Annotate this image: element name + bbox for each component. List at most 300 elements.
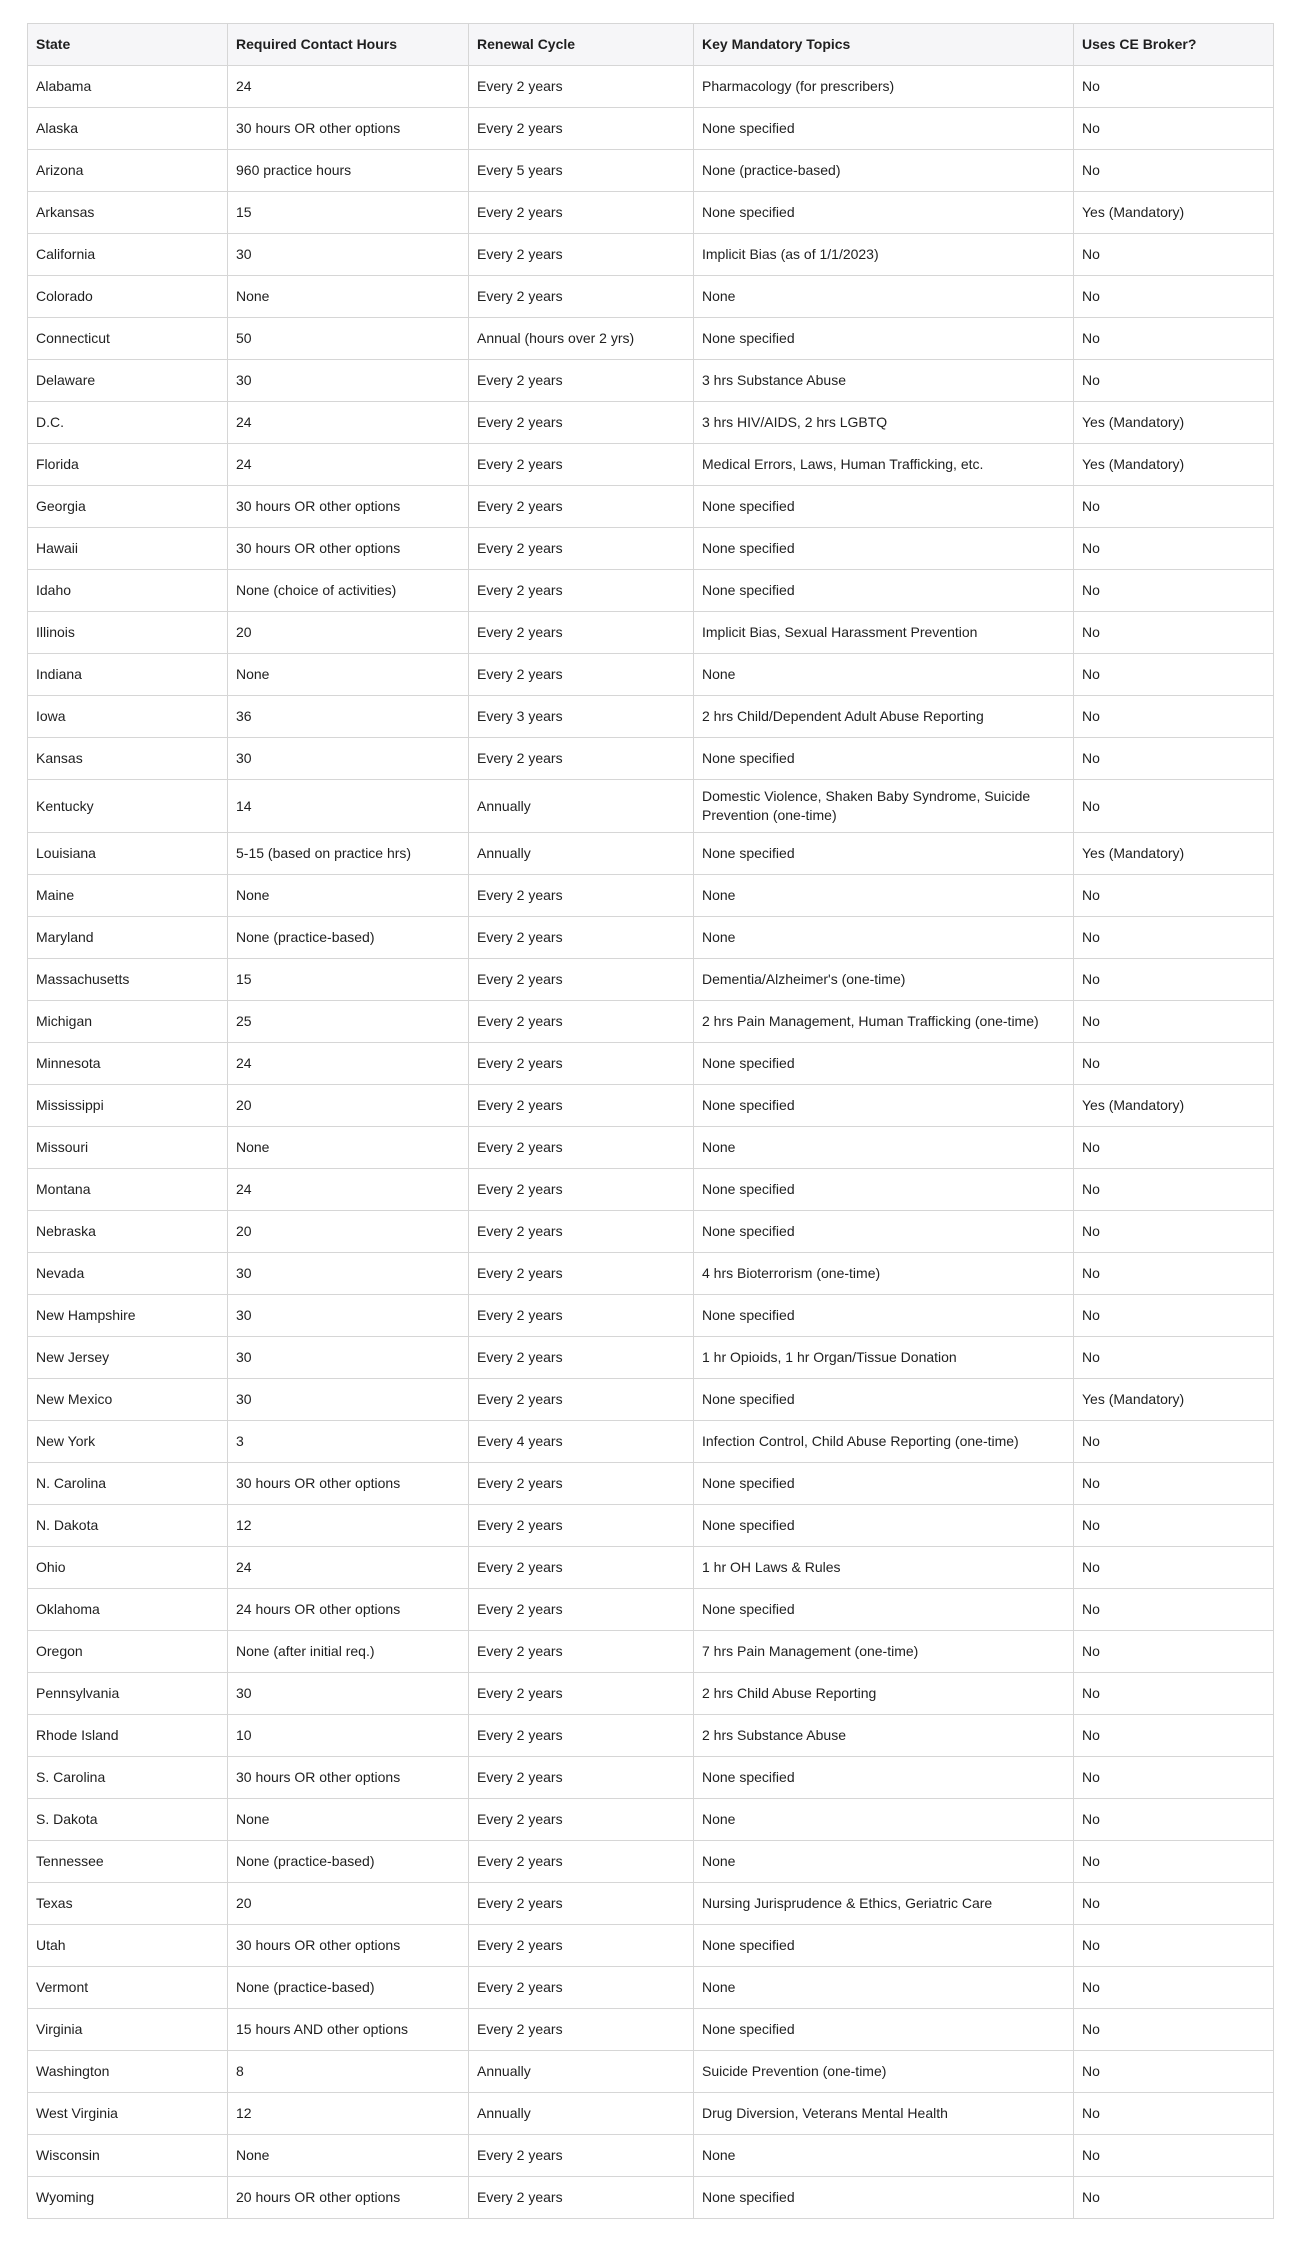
requirements-table-container xyxy=(27,23,1273,2219)
state-cell: Wyoming xyxy=(28,2177,228,2219)
hours-cell: 50 xyxy=(228,318,469,360)
state-cell: Kansas xyxy=(28,738,228,780)
cycle-cell: Every 2 years xyxy=(469,528,694,570)
cycle-cell: Every 2 years xyxy=(469,486,694,528)
cycle-cell: Every 2 years xyxy=(469,1631,694,1673)
hours-cell: None xyxy=(228,875,469,917)
topics-cell: None specified xyxy=(694,486,1074,528)
hours-cell: 20 xyxy=(228,1211,469,1253)
table-row xyxy=(28,1253,1274,1295)
ce-broker-cell: No xyxy=(1074,1211,1274,1253)
hours-cell: 24 xyxy=(228,66,469,108)
cycle-cell: Every 2 years xyxy=(469,1967,694,2009)
hours-cell: 30 xyxy=(228,738,469,780)
ce-broker-cell: No xyxy=(1074,2051,1274,2093)
table-row xyxy=(28,654,1274,696)
hours-cell: 30 hours OR other options xyxy=(228,528,469,570)
ce-broker-cell: No xyxy=(1074,1043,1274,1085)
table-row xyxy=(28,1799,1274,1841)
ce-broker-cell: No xyxy=(1074,738,1274,780)
state-cell: Iowa xyxy=(28,696,228,738)
topics-cell: None specified xyxy=(694,192,1074,234)
ce-broker-cell: No xyxy=(1074,1673,1274,1715)
ce-broker-cell: No xyxy=(1074,1631,1274,1673)
ce-broker-cell: Yes (Mandatory) xyxy=(1074,1085,1274,1127)
table-row xyxy=(28,1421,1274,1463)
hours-cell: 24 xyxy=(228,1043,469,1085)
state-cell: California xyxy=(28,234,228,276)
table-row xyxy=(28,2051,1274,2093)
table-row xyxy=(28,2135,1274,2177)
topics-cell: None xyxy=(694,1127,1074,1169)
state-cell: New Hampshire xyxy=(28,1295,228,1337)
topics-cell: None (practice-based) xyxy=(694,150,1074,192)
cycle-cell: Every 4 years xyxy=(469,1421,694,1463)
hours-cell: 24 xyxy=(228,402,469,444)
hours-cell: 20 xyxy=(228,1085,469,1127)
topics-cell: None xyxy=(694,1967,1074,2009)
cycle-cell: Every 2 years xyxy=(469,402,694,444)
cycle-cell: Every 2 years xyxy=(469,1757,694,1799)
topics-cell: None specified xyxy=(694,1589,1074,1631)
topics-cell: None xyxy=(694,654,1074,696)
state-cell: Mississippi xyxy=(28,1085,228,1127)
ce-broker-cell: No xyxy=(1074,959,1274,1001)
hours-cell: 10 xyxy=(228,1715,469,1757)
column-header-cycle: Renewal Cycle xyxy=(469,24,694,66)
table-row xyxy=(28,1001,1274,1043)
topics-cell: 2 hrs Child Abuse Reporting xyxy=(694,1673,1074,1715)
topics-cell: 3 hrs Substance Abuse xyxy=(694,360,1074,402)
topics-cell: None specified xyxy=(694,1505,1074,1547)
cycle-cell: Every 2 years xyxy=(469,570,694,612)
state-cell: Virginia xyxy=(28,2009,228,2051)
hours-cell: 25 xyxy=(228,1001,469,1043)
ce-broker-cell: No xyxy=(1074,1841,1274,1883)
ce-broker-cell: No xyxy=(1074,1001,1274,1043)
state-cell: Indiana xyxy=(28,654,228,696)
topics-cell: Infection Control, Child Abuse Reporting (one-time) xyxy=(694,1421,1074,1463)
cycle-cell: Every 2 years xyxy=(469,2009,694,2051)
table-row xyxy=(28,1757,1274,1799)
topics-cell: None specified xyxy=(694,528,1074,570)
cycle-cell: Annually xyxy=(469,833,694,875)
column-header-topics: Key Mandatory Topics xyxy=(694,24,1074,66)
table-row xyxy=(28,833,1274,875)
topics-cell: Nursing Jurisprudence & Ethics, Geriatric Care xyxy=(694,1883,1074,1925)
ce-broker-cell: No xyxy=(1074,1463,1274,1505)
hours-cell: None (practice-based) xyxy=(228,1841,469,1883)
ce-broker-cell: No xyxy=(1074,150,1274,192)
ce-broker-cell: No xyxy=(1074,1337,1274,1379)
ce-broker-cell: No xyxy=(1074,318,1274,360)
topics-cell: None xyxy=(694,917,1074,959)
topics-cell: 1 hr OH Laws & Rules xyxy=(694,1547,1074,1589)
ce-broker-cell: No xyxy=(1074,1589,1274,1631)
topics-cell: None specified xyxy=(694,1379,1074,1421)
table-row xyxy=(28,444,1274,486)
ce-broker-cell: No xyxy=(1074,1421,1274,1463)
hours-cell: 960 practice hours xyxy=(228,150,469,192)
topics-cell: None specified xyxy=(694,833,1074,875)
table-row xyxy=(28,1043,1274,1085)
state-cell: Arkansas xyxy=(28,192,228,234)
topics-cell: None xyxy=(694,1799,1074,1841)
ce-broker-cell: No xyxy=(1074,2135,1274,2177)
hours-cell: 8 xyxy=(228,2051,469,2093)
table-row xyxy=(28,1631,1274,1673)
state-cell: Alabama xyxy=(28,66,228,108)
cycle-cell: Every 2 years xyxy=(469,1799,694,1841)
hours-cell: 3 xyxy=(228,1421,469,1463)
cycle-cell: Every 5 years xyxy=(469,150,694,192)
ce-broker-cell: Yes (Mandatory) xyxy=(1074,444,1274,486)
hours-cell: None (practice-based) xyxy=(228,917,469,959)
state-cell: Wisconsin xyxy=(28,2135,228,2177)
hours-cell: None xyxy=(228,276,469,318)
table-row xyxy=(28,150,1274,192)
cycle-cell: Every 2 years xyxy=(469,1085,694,1127)
ce-broker-cell: No xyxy=(1074,1967,1274,2009)
topics-cell: 4 hrs Bioterrorism (one-time) xyxy=(694,1253,1074,1295)
state-cell: Oklahoma xyxy=(28,1589,228,1631)
topics-cell: None specified xyxy=(694,570,1074,612)
hours-cell: 30 hours OR other options xyxy=(228,486,469,528)
cycle-cell: Every 2 years xyxy=(469,1925,694,1967)
topics-cell: Implicit Bias (as of 1/1/2023) xyxy=(694,234,1074,276)
table-row xyxy=(28,2177,1274,2219)
hours-cell: 15 xyxy=(228,959,469,1001)
table-row xyxy=(28,1547,1274,1589)
hours-cell: 30 xyxy=(228,360,469,402)
ce-broker-cell: No xyxy=(1074,875,1274,917)
cycle-cell: Every 2 years xyxy=(469,1715,694,1757)
cycle-cell: Every 2 years xyxy=(469,1001,694,1043)
state-cell: New Jersey xyxy=(28,1337,228,1379)
state-cell: Arizona xyxy=(28,150,228,192)
state-cell: N. Dakota xyxy=(28,1505,228,1547)
hours-cell: 30 xyxy=(228,234,469,276)
table-row xyxy=(28,234,1274,276)
table-row xyxy=(28,1589,1274,1631)
hours-cell: 24 xyxy=(228,1169,469,1211)
table-row xyxy=(28,780,1274,833)
cycle-cell: Annually xyxy=(469,2051,694,2093)
topics-cell: Dementia/Alzheimer's (one-time) xyxy=(694,959,1074,1001)
state-cell: Maryland xyxy=(28,917,228,959)
table-row xyxy=(28,1337,1274,1379)
topics-cell: None specified xyxy=(694,1085,1074,1127)
hours-cell: 5-15 (based on practice hrs) xyxy=(228,833,469,875)
cycle-cell: Every 2 years xyxy=(469,1127,694,1169)
hours-cell: 12 xyxy=(228,1505,469,1547)
state-cell: Oregon xyxy=(28,1631,228,1673)
state-cell: Minnesota xyxy=(28,1043,228,1085)
table-row xyxy=(28,66,1274,108)
state-cell: Tennessee xyxy=(28,1841,228,1883)
cycle-cell: Every 2 years xyxy=(469,1169,694,1211)
hours-cell: None xyxy=(228,654,469,696)
ce-broker-cell: No xyxy=(1074,360,1274,402)
cycle-cell: Every 2 years xyxy=(469,654,694,696)
cycle-cell: Every 2 years xyxy=(469,192,694,234)
cycle-cell: Every 2 years xyxy=(469,2135,694,2177)
hours-cell: 30 xyxy=(228,1673,469,1715)
ce-broker-cell: No xyxy=(1074,276,1274,318)
table-row xyxy=(28,360,1274,402)
state-cell: Delaware xyxy=(28,360,228,402)
hours-cell: None (practice-based) xyxy=(228,1967,469,2009)
cycle-cell: Every 2 years xyxy=(469,1673,694,1715)
hours-cell: 24 xyxy=(228,1547,469,1589)
topics-cell: None specified xyxy=(694,1169,1074,1211)
hours-cell: None xyxy=(228,1127,469,1169)
topics-cell: None specified xyxy=(694,1757,1074,1799)
table-row xyxy=(28,570,1274,612)
state-cell: S. Dakota xyxy=(28,1799,228,1841)
hours-cell: 30 hours OR other options xyxy=(228,1463,469,1505)
state-cell: Montana xyxy=(28,1169,228,1211)
topics-cell: None specified xyxy=(694,1463,1074,1505)
cycle-cell: Every 2 years xyxy=(469,959,694,1001)
table-row xyxy=(28,1841,1274,1883)
hours-cell: 12 xyxy=(228,2093,469,2135)
table-row xyxy=(28,1673,1274,1715)
state-cell: Pennsylvania xyxy=(28,1673,228,1715)
table-row xyxy=(28,875,1274,917)
ce-broker-cell: No xyxy=(1074,1799,1274,1841)
table-row xyxy=(28,1505,1274,1547)
hours-cell: None (choice of activities) xyxy=(228,570,469,612)
column-header-hours: Required Contact Hours xyxy=(228,24,469,66)
topics-cell: None xyxy=(694,1841,1074,1883)
hours-cell: 20 xyxy=(228,612,469,654)
ce-broker-cell: No xyxy=(1074,570,1274,612)
ce-broker-cell: No xyxy=(1074,1715,1274,1757)
state-cell: Illinois xyxy=(28,612,228,654)
table-row xyxy=(28,2093,1274,2135)
state-cell: Texas xyxy=(28,1883,228,1925)
table-row xyxy=(28,1925,1274,1967)
ce-broker-cell: Yes (Mandatory) xyxy=(1074,402,1274,444)
cycle-cell: Every 2 years xyxy=(469,1211,694,1253)
cycle-cell: Every 2 years xyxy=(469,1337,694,1379)
cycle-cell: Every 2 years xyxy=(469,738,694,780)
cycle-cell: Every 2 years xyxy=(469,234,694,276)
topics-cell: 1 hr Opioids, 1 hr Organ/Tissue Donation xyxy=(694,1337,1074,1379)
table-row xyxy=(28,612,1274,654)
cycle-cell: Every 2 years xyxy=(469,917,694,959)
cycle-cell: Every 2 years xyxy=(469,2177,694,2219)
table-row xyxy=(28,738,1274,780)
ce-broker-cell: Yes (Mandatory) xyxy=(1074,192,1274,234)
ce-broker-cell: No xyxy=(1074,696,1274,738)
hours-cell: None xyxy=(228,2135,469,2177)
hours-cell: 30 xyxy=(228,1253,469,1295)
hours-cell: None (after initial req.) xyxy=(228,1631,469,1673)
ce-broker-cell: No xyxy=(1074,528,1274,570)
ce-broker-cell: No xyxy=(1074,1925,1274,1967)
table-row xyxy=(28,192,1274,234)
topics-cell: None specified xyxy=(694,1043,1074,1085)
state-cell: S. Carolina xyxy=(28,1757,228,1799)
cycle-cell: Every 2 years xyxy=(469,360,694,402)
state-cell: Missouri xyxy=(28,1127,228,1169)
hours-cell: 30 hours OR other options xyxy=(228,108,469,150)
state-cell: Ohio xyxy=(28,1547,228,1589)
cycle-cell: Every 2 years xyxy=(469,1379,694,1421)
topics-cell: Pharmacology (for prescribers) xyxy=(694,66,1074,108)
table-row xyxy=(28,108,1274,150)
table-row xyxy=(28,1085,1274,1127)
ce-broker-cell: No xyxy=(1074,1547,1274,1589)
table-row xyxy=(28,959,1274,1001)
hours-cell: 20 xyxy=(228,1883,469,1925)
hours-cell: 30 xyxy=(228,1337,469,1379)
state-cell: Idaho xyxy=(28,570,228,612)
cycle-cell: Every 2 years xyxy=(469,612,694,654)
state-cell: Nevada xyxy=(28,1253,228,1295)
topics-cell: Medical Errors, Laws, Human Trafficking, etc. xyxy=(694,444,1074,486)
hours-cell: 30 hours OR other options xyxy=(228,1757,469,1799)
hours-cell: 15 xyxy=(228,192,469,234)
state-cell: Michigan xyxy=(28,1001,228,1043)
ce-broker-cell: No xyxy=(1074,234,1274,276)
topics-cell: 2 hrs Pain Management, Human Trafficking (one-time) xyxy=(694,1001,1074,1043)
topics-cell: 2 hrs Substance Abuse xyxy=(694,1715,1074,1757)
ce-broker-cell: No xyxy=(1074,2009,1274,2051)
state-cell: Hawaii xyxy=(28,528,228,570)
table-row xyxy=(28,696,1274,738)
cycle-cell: Every 2 years xyxy=(469,276,694,318)
topics-cell: None specified xyxy=(694,2177,1074,2219)
ce-broker-cell: No xyxy=(1074,1295,1274,1337)
topics-cell: None specified xyxy=(694,738,1074,780)
topics-cell: None xyxy=(694,2135,1074,2177)
ce-broker-cell: No xyxy=(1074,917,1274,959)
hours-cell: 14 xyxy=(228,780,469,833)
hours-cell: 30 xyxy=(228,1295,469,1337)
ce-broker-cell: No xyxy=(1074,612,1274,654)
table-row xyxy=(28,1379,1274,1421)
state-cell: Massachusetts xyxy=(28,959,228,1001)
state-cell: West Virginia xyxy=(28,2093,228,2135)
state-cell: Kentucky xyxy=(28,780,228,833)
ce-broker-cell: No xyxy=(1074,1757,1274,1799)
table-row xyxy=(28,1883,1274,1925)
ce-broker-cell: No xyxy=(1074,2093,1274,2135)
ce-broker-cell: No xyxy=(1074,486,1274,528)
table-row xyxy=(28,1127,1274,1169)
cycle-cell: Every 2 years xyxy=(469,1589,694,1631)
ce-broker-cell: No xyxy=(1074,1253,1274,1295)
cycle-cell: Every 2 years xyxy=(469,1547,694,1589)
cycle-cell: Every 2 years xyxy=(469,444,694,486)
table-row xyxy=(28,1715,1274,1757)
topics-cell: None specified xyxy=(694,2009,1074,2051)
hours-cell: 15 hours AND other options xyxy=(228,2009,469,2051)
hours-cell: 24 hours OR other options xyxy=(228,1589,469,1631)
state-cell: Georgia xyxy=(28,486,228,528)
ce-broker-cell: No xyxy=(1074,2177,1274,2219)
table-row xyxy=(28,276,1274,318)
requirements-table xyxy=(27,23,1274,2219)
state-cell: N. Carolina xyxy=(28,1463,228,1505)
state-cell: New Mexico xyxy=(28,1379,228,1421)
table-row xyxy=(28,486,1274,528)
state-cell: Washington xyxy=(28,2051,228,2093)
ce-broker-cell: No xyxy=(1074,66,1274,108)
ce-broker-cell: Yes (Mandatory) xyxy=(1074,833,1274,875)
topics-cell: 7 hrs Pain Management (one-time) xyxy=(694,1631,1074,1673)
state-cell: Utah xyxy=(28,1925,228,1967)
topics-cell: None xyxy=(694,276,1074,318)
cycle-cell: Every 2 years xyxy=(469,875,694,917)
cycle-cell: Every 2 years xyxy=(469,1295,694,1337)
table-row xyxy=(28,917,1274,959)
state-cell: D.C. xyxy=(28,402,228,444)
table-row xyxy=(28,318,1274,360)
table-row xyxy=(28,1211,1274,1253)
ce-broker-cell: No xyxy=(1074,1169,1274,1211)
cycle-cell: Every 2 years xyxy=(469,1463,694,1505)
table-row xyxy=(28,528,1274,570)
cycle-cell: Annually xyxy=(469,780,694,833)
state-cell: Colorado xyxy=(28,276,228,318)
topics-cell: Implicit Bias, Sexual Harassment Prevention xyxy=(694,612,1074,654)
table-row xyxy=(28,1967,1274,2009)
topics-cell: None specified xyxy=(694,1925,1074,1967)
cycle-cell: Every 2 years xyxy=(469,1883,694,1925)
hours-cell: 36 xyxy=(228,696,469,738)
cycle-cell: Annually xyxy=(469,2093,694,2135)
cycle-cell: Every 2 years xyxy=(469,1505,694,1547)
topics-cell: Drug Diversion, Veterans Mental Health xyxy=(694,2093,1074,2135)
state-cell: Louisiana xyxy=(28,833,228,875)
ce-broker-cell: No xyxy=(1074,1127,1274,1169)
topics-cell: None specified xyxy=(694,1211,1074,1253)
cycle-cell: Every 2 years xyxy=(469,1043,694,1085)
topics-cell: None specified xyxy=(694,318,1074,360)
ce-broker-cell: No xyxy=(1074,780,1274,833)
ce-broker-cell: No xyxy=(1074,1883,1274,1925)
ce-broker-cell: No xyxy=(1074,108,1274,150)
table-row xyxy=(28,1295,1274,1337)
table-row xyxy=(28,402,1274,444)
topics-cell: 2 hrs Child/Dependent Adult Abuse Reporting xyxy=(694,696,1074,738)
hours-cell: None xyxy=(228,1799,469,1841)
state-cell: New York xyxy=(28,1421,228,1463)
topics-cell: None specified xyxy=(694,1295,1074,1337)
cycle-cell: Every 2 years xyxy=(469,66,694,108)
hours-cell: 20 hours OR other options xyxy=(228,2177,469,2219)
table-row xyxy=(28,1463,1274,1505)
state-cell: Connecticut xyxy=(28,318,228,360)
hours-cell: 30 hours OR other options xyxy=(228,1925,469,1967)
table-header xyxy=(28,24,1274,66)
ce-broker-cell: No xyxy=(1074,1505,1274,1547)
column-header-ce-broker: Uses CE Broker? xyxy=(1074,24,1274,66)
table-row xyxy=(28,1169,1274,1211)
ce-broker-cell: No xyxy=(1074,654,1274,696)
topics-cell: Domestic Violence, Shaken Baby Syndrome, Suicide Prevention (one-time) xyxy=(694,780,1074,833)
state-cell: Rhode Island xyxy=(28,1715,228,1757)
header-row xyxy=(28,24,1274,66)
cycle-cell: Every 2 years xyxy=(469,108,694,150)
hours-cell: 24 xyxy=(228,444,469,486)
state-cell: Maine xyxy=(28,875,228,917)
cycle-cell: Every 2 years xyxy=(469,1841,694,1883)
